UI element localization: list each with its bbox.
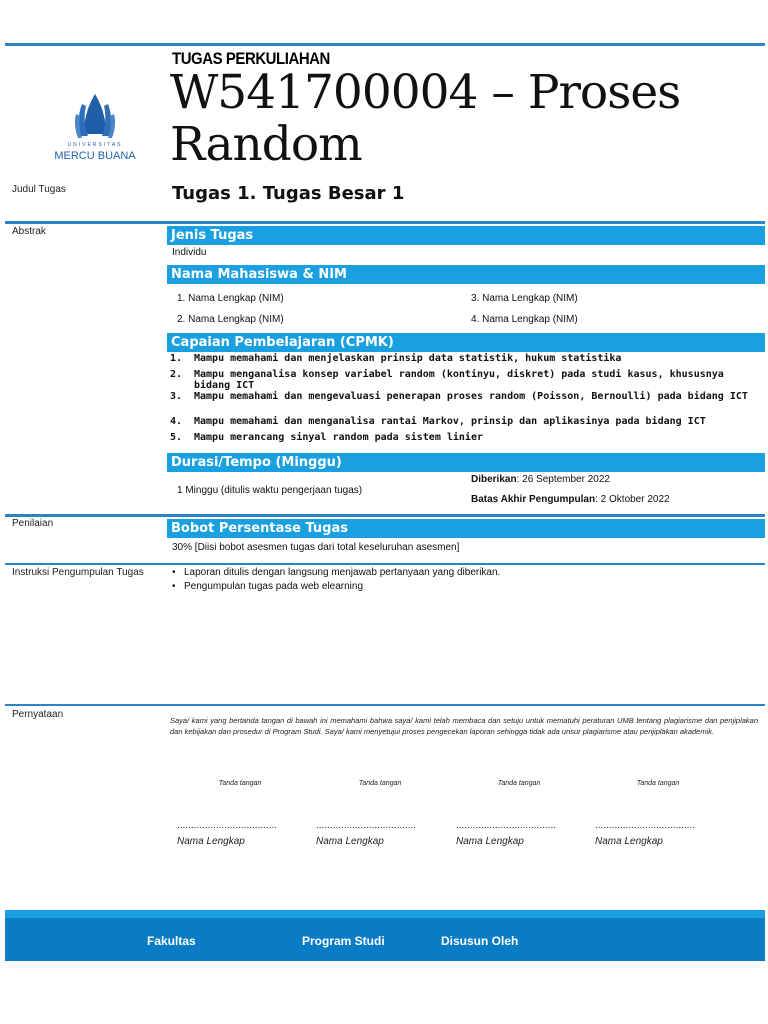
- header-kicker: TUGAS PERKULIAHAN: [172, 49, 330, 68]
- batas-label: Batas Akhir Pengumpulan: [471, 494, 596, 505]
- diberikan-label: Diberikan: [471, 474, 517, 485]
- cpmk-text: Mampu memahami dan mengevaluasi penerapan proses random (Poisson, Bernoulli) pada bidang ICT: [194, 391, 748, 402]
- cpmk-number: 4.: [170, 416, 183, 427]
- signature-name: Nama Lengkap: [177, 836, 245, 847]
- penilaian-rule: [5, 514, 765, 517]
- bobot-heading: Bobot Persentase Tugas: [167, 519, 765, 538]
- footer-accent-bar: [5, 910, 765, 918]
- footer: [5, 918, 765, 961]
- cpmk-text: Mampu memahami dan menganalisa rantai Markov, prinsip dan aplikasinya pada bidang ICT: [194, 416, 706, 427]
- jenis-tugas-heading: Jenis Tugas: [167, 226, 765, 245]
- signature-caption: Tanda tangan: [358, 780, 402, 787]
- label-abstrak: Abstrak: [12, 226, 46, 237]
- cpmk-text: Mampu merancang sinyal random pada sistem linier: [194, 432, 483, 443]
- footer-disusun-oleh: Disusun Oleh: [441, 934, 519, 948]
- logo-university-small: UNIVERSITAS: [67, 142, 123, 148]
- assignment-title: Tugas 1. Tugas Besar 1: [172, 183, 405, 204]
- bobot-value: 30% [Diisi bobot asesmen tugas dari total keseluruhan asesmen]: [172, 542, 460, 553]
- cpmk-heading: Capaian Pembelajaran (CPMK): [167, 333, 765, 352]
- label-judul-tugas: Judul Tugas: [12, 184, 66, 195]
- jenis-tugas-value: Individu: [172, 247, 207, 258]
- durasi-value: 1 Minggu (ditulis waktu pengerjaan tugas): [177, 485, 363, 496]
- signature-line: ....................................: [177, 820, 278, 831]
- durasi-heading: Durasi/Tempo (Minggu): [167, 453, 765, 472]
- signature-name: Nama Lengkap: [316, 836, 384, 847]
- cpmk-item: [170, 392, 765, 414]
- cpmk-item: [170, 370, 765, 392]
- instruksi-item: [172, 567, 500, 578]
- cpmk-item: [170, 354, 765, 366]
- mahasiswa-item: 3. Nama Lengkap (NIM): [471, 293, 578, 304]
- signature-name: Nama Lengkap: [456, 836, 524, 847]
- course-title: W541700004 – Proses Random: [170, 65, 681, 172]
- footer-fakultas: Fakultas: [147, 934, 196, 948]
- bullet-icon: •: [172, 567, 176, 578]
- cpmk-item: [170, 417, 765, 429]
- pernyataan-text: Saya/ kami yang bertanda tangan di bawah ini memahami bahwa saya/ kami telah membaca dan setuju untuk mematuhi peraturan UMB tentang plagiarisme dan penjiplakan dan kebijakan dan prosedur di Program Studi. Saya/ kami menyetujui proses pengecekan laporan sehingga tidak ada unsur plagiarisme atau penjiplakan akademik.: [170, 716, 758, 736]
- mahasiswa-item: 4. Nama Lengkap (NIM): [471, 314, 578, 325]
- signature-line: ....................................: [595, 820, 696, 831]
- instruksi-text: Laporan ditulis dengan langsung menjawab pertanyaan yang diberikan.: [184, 567, 501, 578]
- abstrak-rule: [5, 221, 765, 224]
- signature-line: ....................................: [316, 820, 417, 831]
- signature-caption: Tanda tangan: [636, 780, 680, 787]
- cpmk-number: 3.: [170, 391, 183, 402]
- mahasiswa-item: 2. Nama Lengkap (NIM): [177, 314, 284, 325]
- cpmk-number: 5.: [170, 432, 183, 443]
- label-penilaian: Penilaian: [12, 518, 54, 529]
- signature-caption: Tanda tangan: [497, 780, 541, 787]
- signature-line: ....................................: [456, 820, 557, 831]
- instruksi-item: [172, 581, 363, 592]
- mahasiswa-heading: Nama Mahasiswa & NIM: [167, 265, 765, 284]
- label-pernyataan: Pernyataan: [12, 709, 64, 720]
- pernyataan-rule: [5, 704, 765, 706]
- cpmk-number: 2.: [170, 369, 183, 380]
- signature-name: Nama Lengkap: [595, 836, 663, 847]
- batas-line: [471, 494, 670, 505]
- instruksi-rule: [5, 563, 765, 565]
- signature-caption: Tanda tangan: [218, 780, 262, 787]
- mahasiswa-item: 1. Nama Lengkap (NIM): [177, 293, 284, 304]
- cpmk-item: [170, 433, 765, 445]
- cpmk-text: Mampu memahami dan menjelaskan prinsip data statistik, hukum statistika: [194, 353, 622, 364]
- logo-university-name: MERCU BUANA: [54, 150, 136, 162]
- bullet-icon: •: [172, 581, 176, 592]
- cpmk-text: Mampu menganalisa konsep variabel random (kontinyu, diskret) pada studi kasus, khususnya bidang ICT: [194, 369, 724, 391]
- university-logo: [48, 92, 142, 164]
- footer-program-studi: Program Studi: [302, 934, 385, 948]
- instruksi-text: Pengumpulan tugas pada web elearning: [184, 581, 364, 592]
- diberikan-value: : 26 September 2022: [516, 474, 610, 485]
- top-rule: [5, 43, 765, 46]
- cpmk-number: 1.: [170, 353, 183, 364]
- label-instruksi: Instruksi Pengumpulan Tugas: [12, 567, 144, 578]
- diberikan-line: [471, 474, 610, 485]
- batas-value: : 2 Oktober 2022: [595, 494, 670, 505]
- mercu-buana-emblem-icon: [48, 92, 142, 142]
